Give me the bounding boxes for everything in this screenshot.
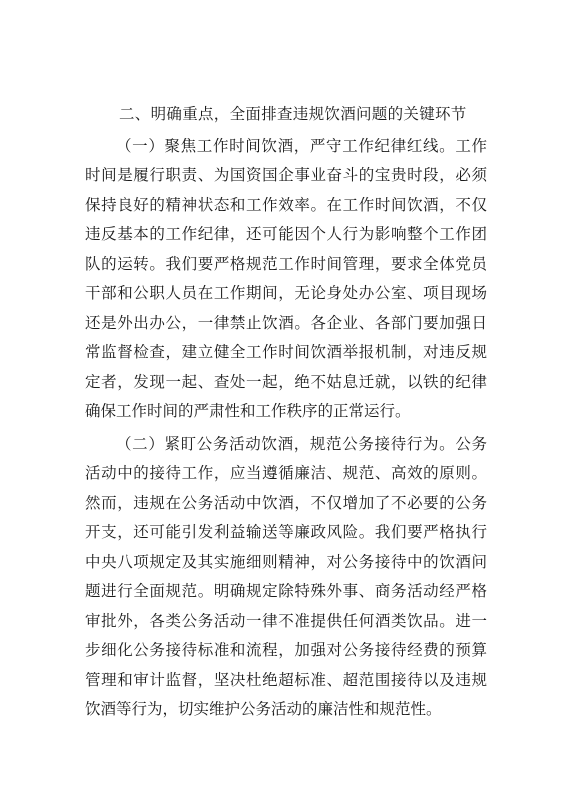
document-page xyxy=(85,100,487,725)
section-heading: 二、明确重点，全面排查违规饮酒问题的关键环节 xyxy=(119,105,467,123)
paragraph-official-activity-drinking: （二）紧盯公务活动饮酒，规范公务接待行为。公务活动中的接待工作，应当遵循廉洁、规范、高效的原则。然而，违规在公务活动中饮酒，不仅增加了不必要的公务开支，还可能引发利益输送等廉政风险。我们要严格执行中央八项规定及其实施细则精神，对公务接待中的饮酒问题进行全面规范。明确规定除特殊外事、商务活动经严格审批外，各类公务活动一律不准提供任何酒类饮品。进一步细化公务接待标准和流程，加强对公务接待经费的预算管理和审计监督，坚决杜绝超标准、超范围接待以及违规饮酒等行为，切实维护公务活动的廉洁性和规范性。 xyxy=(85,434,487,718)
paragraph-work-time-drinking: （一）聚焦工作时间饮酒，严守工作纪律红线。工作时间是履行职责、为国资国企事业奋斗的宝贵时段，必须保持良好的精神状态和工作效率。在工作时间饮酒，不仅违反基本的工作纪律，还可能因个人行为影响整个工作团队的运转。我们要严格规范工作时间管理，要求全体党员干部和公职人员在工作期间，无论身处办公室、项目现场还是外出办公，一律禁止饮酒。各企业、各部门要加强日常监督检查，建立健全工作时间饮酒举报机制，对违反规定者，发现一起、查处一起，绝不姑息迁就，以铁的纪律确保工作时间的严肃性和工作秩序的正常运行。 xyxy=(85,136,487,420)
